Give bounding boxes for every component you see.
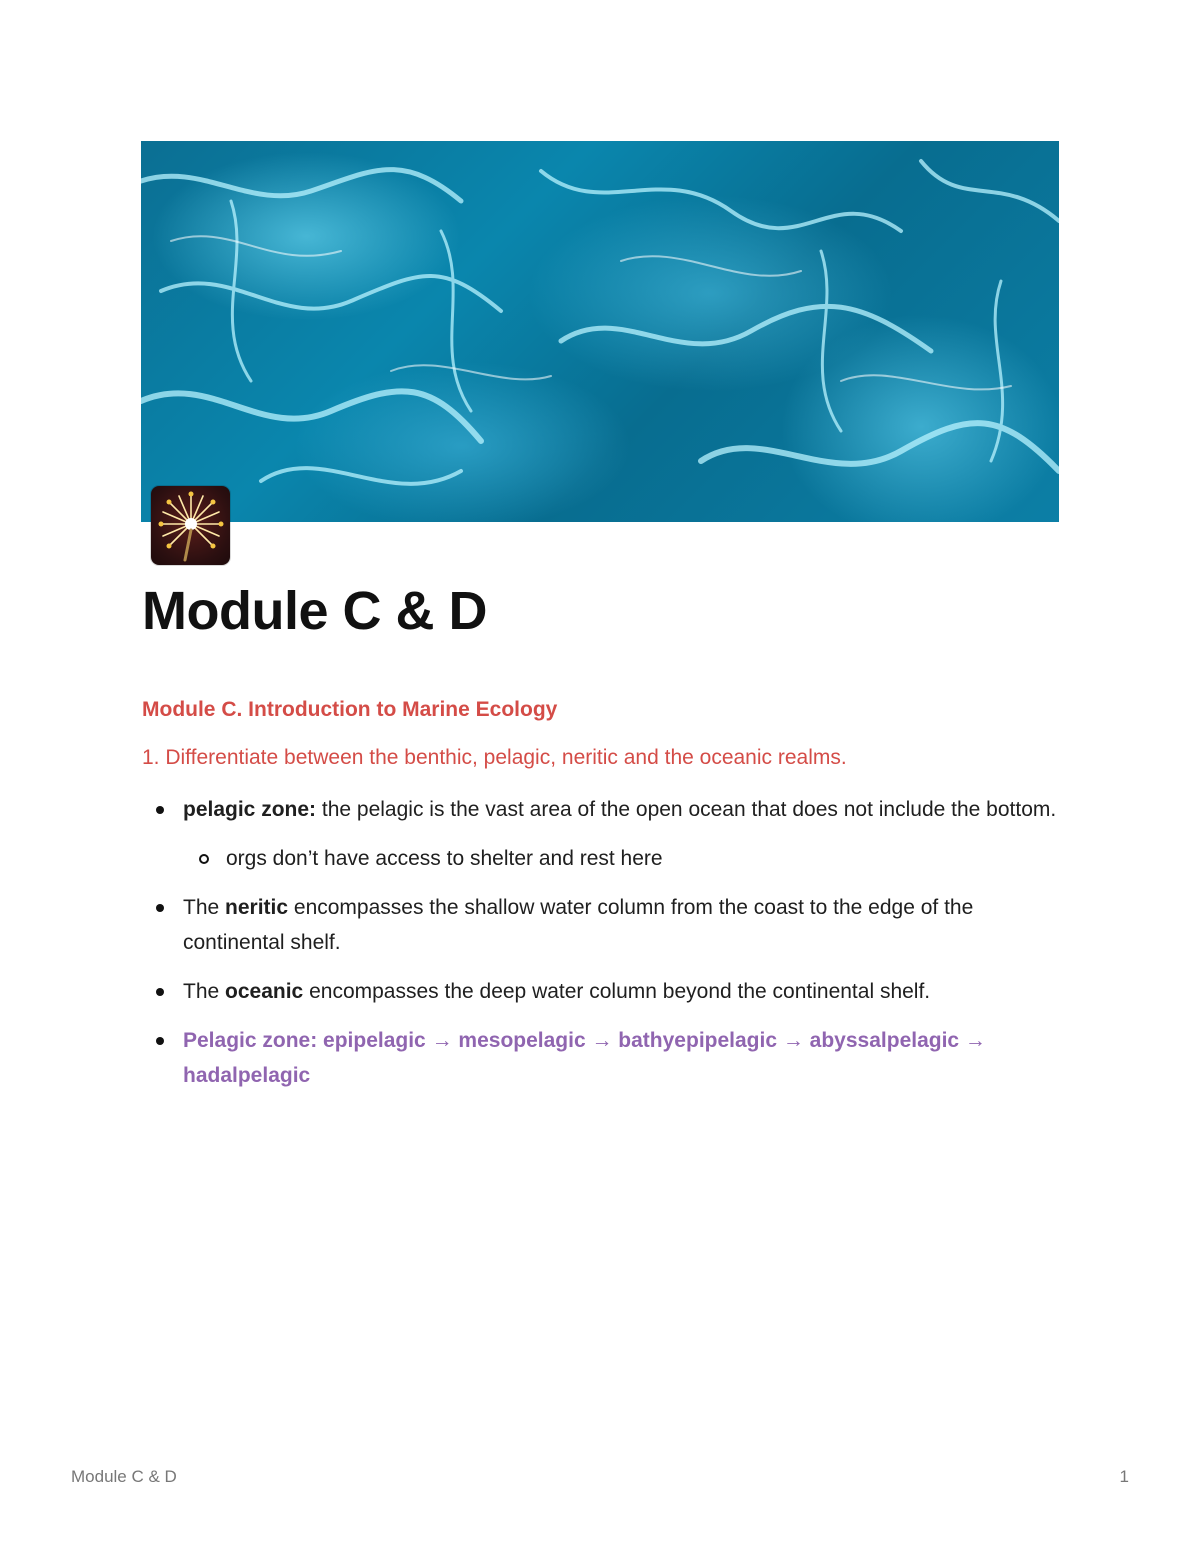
sparkler-icon (151, 486, 230, 565)
page-number: 1 (1119, 1467, 1129, 1486)
bullet-dot (156, 806, 164, 814)
bullet-dot (156, 904, 164, 912)
bold-term: oceanic (225, 980, 304, 1003)
item-text: encompasses the shallow water column from the coast to the edge of the continental shelf. (183, 896, 974, 954)
cover-image (141, 141, 1059, 522)
footer-title: Module C & D (71, 1467, 177, 1486)
section-heading: Module C. Introduction to Marine Ecology (142, 698, 558, 721)
sub-item-text: orgs don’t have access to shelter and rest here (226, 847, 663, 870)
bullet-dot (156, 1037, 164, 1045)
item-prefix: The (183, 896, 226, 919)
pelagic-zone-sequence: Pelagic zone: epipelagic → mesopelagic → bathyepipelagic → abyssalpelagic → hadalpelagic (183, 1029, 986, 1087)
list-item (142, 792, 1062, 876)
bold-term: pelagic zone: (183, 798, 317, 821)
question-text: 1. Differentiate between the benthic, pelagic, neritic and the oceanic realms. (142, 746, 847, 769)
item-prefix: The (183, 980, 226, 1003)
bullet-list (142, 792, 1062, 1107)
sub-list-item (183, 841, 1062, 876)
water-caustics (141, 141, 1059, 522)
bullet-dot (156, 988, 164, 996)
list-item (142, 890, 1062, 960)
page-title: Module C & D (142, 581, 487, 641)
list-item (142, 974, 1062, 1009)
sub-bullet-ring (199, 854, 209, 864)
list-item (142, 1023, 1062, 1093)
item-text: encompasses the deep water column beyond the continental shelf. (303, 980, 931, 1003)
bold-term: neritic (225, 896, 289, 919)
item-text: the pelagic is the vast area of the open ocean that does not include the bottom. (316, 798, 1057, 821)
